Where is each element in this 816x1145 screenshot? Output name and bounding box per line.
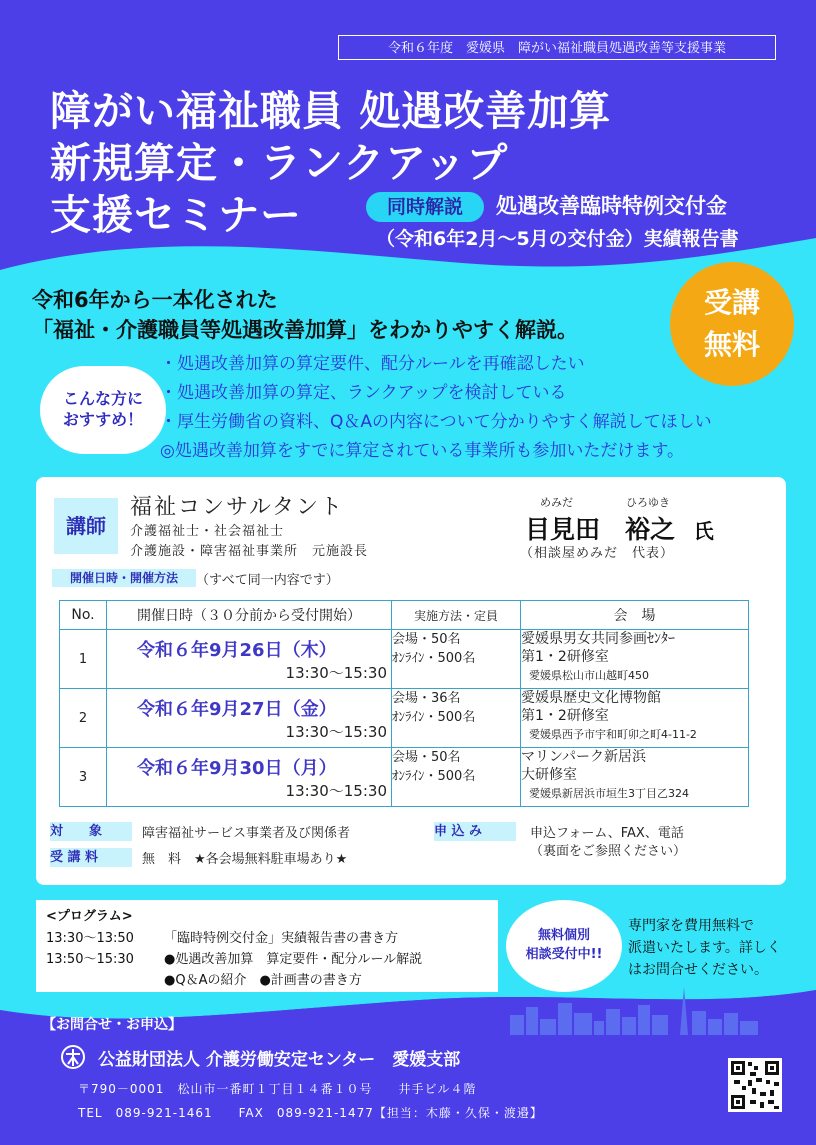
header-method: 実施方法・定員	[392, 601, 521, 630]
program-time-1: 13:30～13:50	[46, 931, 134, 946]
row-method-venue: 会場・50名	[392, 632, 461, 647]
consult-text-1: 専門家を費用無料で	[628, 918, 754, 934]
bullet-3: ・厚生労働省の資料、Q＆Aの内容について分かりやすく解説してほしい	[160, 412, 712, 432]
program-text-1: 「臨時特例交付金」実績報告書の書き方	[164, 931, 399, 946]
recommend-bubble	[40, 366, 166, 454]
program-text-2: ●処遇改善加算 算定要件・配分ルール解説	[164, 952, 423, 967]
row-venue-room: 大研修室	[521, 767, 577, 783]
schedule-tag: 開催日時・開催方法	[52, 569, 196, 587]
row-time: 13:30～15:30	[285, 723, 387, 741]
row-method	[392, 630, 521, 689]
free-badge	[670, 262, 794, 386]
consult-bubble	[506, 900, 622, 992]
lead-line-2: 「福祉・介護職員等処遇改善加算」をわかりやすく解説。	[32, 318, 578, 342]
free-line-2: 無料	[703, 328, 760, 361]
row-no: 3	[60, 748, 107, 807]
row-venue-name: 愛媛県男女共同参画ｾﾝﾀｰ	[521, 631, 675, 647]
lecturer-name-text: 目見田 裕之	[525, 515, 676, 544]
phone-fax: TEL 089-921-1461 FAX 089-921-1477【担当：木藤・久保・渡邉】	[78, 1106, 543, 1120]
title-line-3: 支援セミナー	[50, 191, 302, 239]
lecturer-honorific: 氏	[693, 519, 714, 543]
row-venue-name: マリンパーク新居浜	[521, 749, 647, 765]
ruby-given: ひろゆき	[626, 496, 670, 509]
apply-tag: 申 込 み	[434, 822, 516, 841]
table-row	[60, 748, 749, 807]
header-no: No.	[60, 601, 107, 630]
title-line-1: 障がい福祉職員 処遇改善加算	[50, 87, 612, 135]
lecturer-name	[525, 510, 714, 546]
simultaneous-tag: 同時解説	[366, 192, 484, 222]
row-datetime	[107, 689, 392, 748]
row-datetime	[107, 748, 392, 807]
row-venue-name: 愛媛県歴史文化博物館	[521, 690, 661, 706]
table-row	[60, 689, 749, 748]
row-venue-address: 愛媛県松山市山越町450	[529, 669, 649, 682]
row-datetime	[107, 630, 392, 689]
row-method-venue: 会場・50名	[392, 750, 461, 765]
contact-heading: 【お問合せ・お申込】	[42, 1017, 182, 1033]
qr-code-icon[interactable]	[728, 1058, 782, 1112]
target-text: 障害福祉サービス事業者及び関係者	[142, 826, 351, 841]
recommend-line-1: こんな方に	[62, 389, 143, 408]
recommend-line-2: おすすめ！	[62, 410, 144, 429]
bullet-2: ・処遇改善加算の算定、ランクアップを検討している	[160, 383, 567, 403]
consult-bubble-line-1: 無料個別	[537, 928, 590, 943]
skyline-illustration	[510, 985, 760, 1035]
bullet-4: ◎処遇改善加算をすでに算定されている事業所も参加いただけます。	[160, 441, 684, 461]
row-no: 2	[60, 689, 107, 748]
fee-tag: 受 講 料	[50, 848, 132, 867]
row-date: 令和６年9月30日（月）	[137, 758, 337, 779]
row-method	[392, 748, 521, 807]
consult-text-3: はお問合せください。	[628, 962, 768, 978]
row-venue	[521, 689, 749, 748]
table-row	[60, 630, 749, 689]
organization-logo-icon	[60, 1044, 86, 1070]
lecturer-credential-1: 介護福祉士・社会福祉士	[130, 524, 285, 539]
header-venue: 会 場	[521, 601, 749, 630]
program-badge: 令和６年度 愛媛県 障がい福祉職員処遇改善等支援事業	[338, 35, 776, 60]
row-venue	[521, 630, 749, 689]
row-venue-room: 第1・2研修室	[521, 708, 609, 724]
lecturer-org: （相談屋めみだ 代表）	[520, 546, 675, 561]
lead-line-1: 令和6年から一本化された	[32, 288, 278, 312]
consult-bubble-line-2: 相談受付中!!	[525, 947, 603, 962]
row-date: 令和６年9月27日（金）	[137, 699, 337, 720]
row-venue	[521, 748, 749, 807]
fee-text: 無 料 ★各会場無料駐車場あり★	[142, 852, 348, 867]
program-time-2: 13:50～15:30	[46, 952, 134, 967]
schedule-table	[59, 600, 749, 807]
row-method-online: ｵﾝﾗｲﾝ・500名	[392, 769, 476, 784]
lecturer-tag: 講師	[54, 498, 118, 554]
lecturer-credential-2: 介護施設・障害福祉事業所 元施設長	[130, 544, 369, 559]
header-date: 開催日時（３０分前から受付開始）	[107, 601, 392, 630]
apply-text-2: （裏面をご参照ください）	[530, 844, 687, 859]
organization-name: 公益財団法人 介護労働安定センター 愛媛支部	[98, 1050, 461, 1070]
row-venue-address: 愛媛県西予市宇和町卯之町4-11-2	[529, 728, 697, 741]
table-header-row	[60, 601, 749, 630]
consult-text-2: 派遣いたします。詳しく	[628, 940, 781, 956]
program-text-3: ●Q＆Aの紹介 ●計画書の書き方	[164, 973, 362, 988]
address: 〒790－0001 松山市一番町１丁目１４番１０号 井手ビル４階	[78, 1082, 477, 1096]
row-method-online: ｵﾝﾗｲﾝ・500名	[392, 710, 476, 725]
row-no: 1	[60, 630, 107, 689]
target-tag: 対 象	[50, 822, 132, 841]
row-venue-address: 愛媛県新居浜市垣生3丁目乙324	[529, 787, 689, 800]
row-method-venue: 会場・36名	[392, 691, 461, 706]
lecturer-title: 福祉コンサルタント	[130, 495, 345, 520]
free-line-1: 受講	[703, 286, 760, 319]
ruby-family: めみだ	[540, 496, 573, 509]
row-date: 令和６年9月26日（木）	[137, 640, 337, 661]
program-heading: <プログラム>	[46, 909, 133, 924]
subtitle-2: （令和6年2月～5月の交付金）実績報告書	[376, 228, 739, 250]
apply-text-1: 申込フォーム、FAX、電話	[530, 826, 684, 841]
schedule-note: （すべて同一内容です）	[196, 573, 339, 588]
row-method	[392, 689, 521, 748]
row-time: 13:30～15:30	[285, 664, 387, 682]
row-method-online: ｵﾝﾗｲﾝ・500名	[392, 651, 476, 666]
title-line-2: 新規算定・ランクアップ	[50, 139, 509, 187]
bullet-1: ・処遇改善加算の算定要件、配分ルールを再確認したい	[160, 354, 585, 374]
row-time: 13:30～15:30	[285, 782, 387, 800]
subtitle-1: 処遇改善臨時特例交付金	[496, 194, 727, 218]
row-venue-room: 第1・2研修室	[521, 649, 609, 665]
